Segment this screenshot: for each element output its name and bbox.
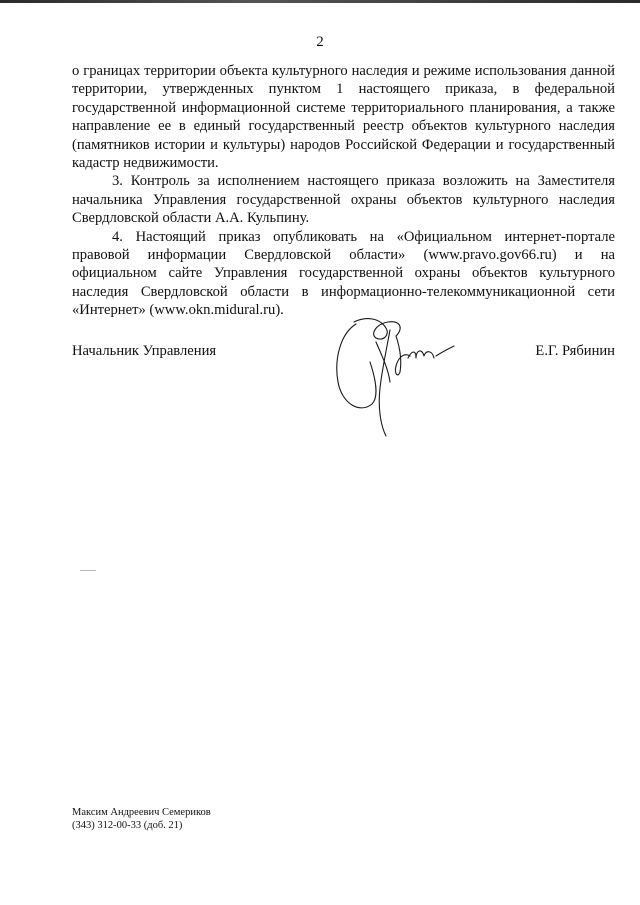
scan-artifact xyxy=(80,570,96,571)
paragraph-item-4: 4. Настоящий приказ опубликовать на «Официальном интернет-портале правовой информации Свердловской области» (www.pravo.gov66.ru) и на официальном сайте Управления государственной охраны объектов культурного наследия Свердловской области в информационно-телекоммуникационной сети «Интернет» (www.okn.midural.ru). xyxy=(72,228,615,319)
paragraph-continuation: о границах территории объекта культурного наследия и режиме использования данной территории, утвержденных пунктом 1 настоящего приказа, в федеральной государственной информационной системе территориального планирования, а также направление ее в единый государственный реестр объектов культурного наследия (памятников истории и культуры) народов Российской Федерации и государственный кадастр недвижимости. xyxy=(72,63,615,172)
handwritten-signature xyxy=(330,312,460,442)
page-number: 2 xyxy=(316,34,324,50)
paragraph-item-3: 3. Контроль за исполнением настоящего приказа возложить на Заместителя начальника Управления государственной охраны объектов культурного наследия Свердловской области А.А. Кульпину. xyxy=(72,173,615,227)
executor-info xyxy=(72,806,211,832)
signatory-name: Е.Г. Рябинин xyxy=(535,343,615,359)
executor-phone: (343) 312-00-33 (доб. 21) xyxy=(72,820,183,831)
document-body xyxy=(72,62,615,320)
signatory-position: Начальник Управления xyxy=(72,343,217,359)
scan-edge xyxy=(0,0,640,3)
executor-name: Максим Андреевич Семериков xyxy=(72,807,211,818)
